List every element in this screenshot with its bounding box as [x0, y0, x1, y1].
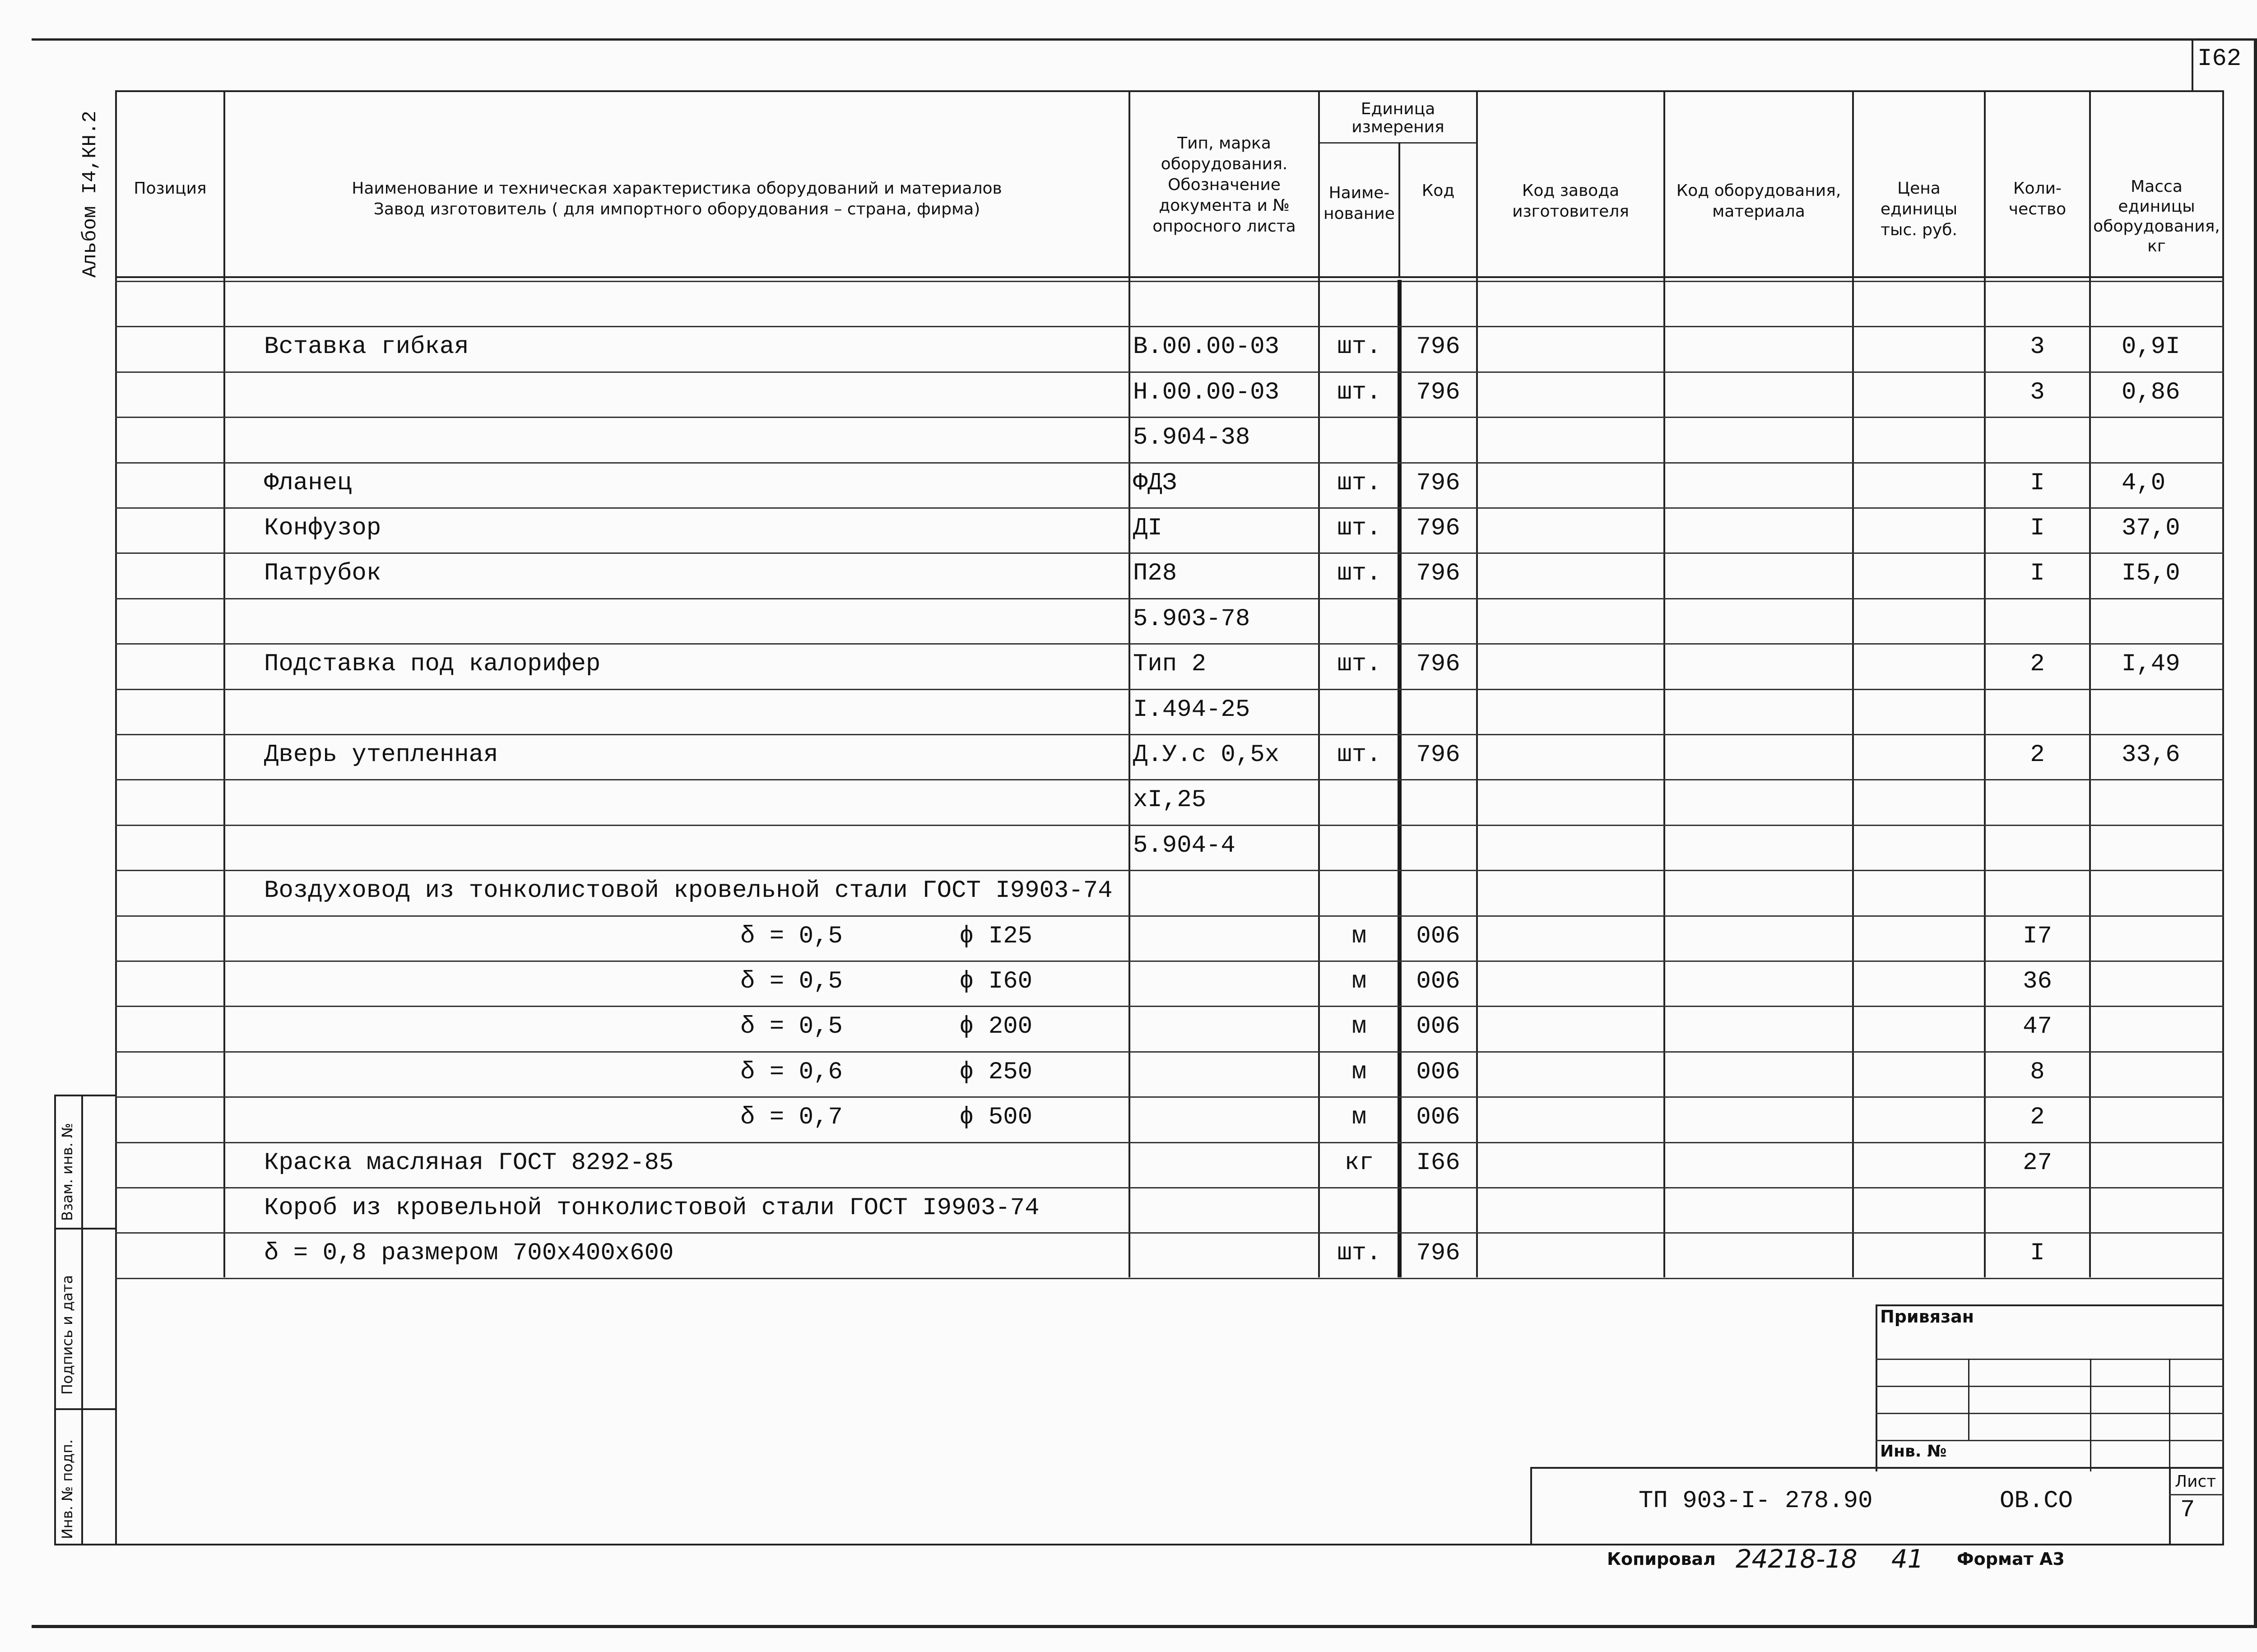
row-quantity: 47 — [2023, 1013, 2052, 1041]
col-line-5 — [1476, 90, 1478, 1277]
frame-bottom-line — [32, 1625, 2257, 1628]
row-separator — [115, 1096, 2224, 1098]
row-quantity: I — [2030, 515, 2045, 542]
col-line-7 — [1852, 90, 1854, 1277]
col-line-6 — [1663, 90, 1665, 1277]
stamp-col-1 — [1968, 1359, 1969, 1440]
row-separator — [115, 462, 2224, 464]
footer-copied-extra: 41 — [1891, 1545, 1924, 1574]
row-type-mark: П28 — [1133, 560, 1177, 588]
row-separator — [115, 326, 2224, 327]
row-name: Патрубок — [264, 560, 381, 588]
row-unit: м — [1351, 968, 1367, 995]
header-type-mark: Тип, марка оборудования. Обозначение документа и № опросного листа — [1152, 134, 1296, 236]
album-label: Альбом I4,КН.2 — [79, 111, 102, 278]
row-quantity: 3 — [2030, 333, 2045, 361]
side-stamp-div-2 — [54, 1408, 115, 1410]
header-qty: Коли- чество — [2008, 179, 2067, 218]
side-stamp-inv-label: Инв. № подп. — [59, 1439, 76, 1539]
row-type-mark: ФДЗ — [1133, 469, 1177, 497]
header-equip-code: Код оборудования, материала — [1676, 181, 1841, 221]
row-unit: шт. — [1337, 741, 1381, 769]
stamp-row-2 — [1876, 1386, 2224, 1387]
row-mass: 37,0 — [2122, 515, 2180, 542]
row-type-mark: I.494-25 — [1133, 696, 1250, 724]
inner-left-line — [115, 90, 117, 1545]
row-name: δ = 0,8 размером 700х400х600 — [264, 1239, 674, 1267]
row-unit: шт. — [1337, 560, 1381, 588]
row-thickness: δ = 0,5 — [740, 968, 843, 995]
row-unit: шт. — [1337, 378, 1381, 406]
footer-copied-value: 24218-18 — [1736, 1545, 1858, 1574]
unit-group-divider — [1318, 142, 1476, 144]
stamp-col-2 — [2090, 1359, 2091, 1471]
side-stamp-div-1 — [54, 1228, 115, 1230]
stamp-left-line — [1876, 1304, 1877, 1471]
col-line-3 — [1318, 90, 1320, 1277]
row-unit: м — [1351, 1058, 1367, 1086]
row-type-mark: В.00.00-03 — [1133, 333, 1280, 361]
row-unit-code: 796 — [1416, 333, 1460, 361]
stamp-doc-left-line — [1530, 1467, 1532, 1545]
row-quantity: 36 — [2023, 968, 2052, 995]
row-thickness: δ = 0,5 — [740, 1013, 843, 1041]
stamp-sheet-value: 7 — [2180, 1496, 2195, 1524]
row-separator — [115, 1006, 2224, 1007]
row-thickness: δ = 0,5 — [740, 922, 843, 950]
row-type-mark: Тип 2 — [1133, 650, 1207, 678]
row-separator — [115, 417, 2224, 418]
header-unit-name: Наиме- нование — [1324, 184, 1395, 223]
row-separator — [115, 1142, 2224, 1143]
header-unit-group: Единица измерения — [1351, 100, 1444, 136]
row-type-mark: хI,25 — [1133, 786, 1207, 814]
row-diameter: ϕ 200 — [959, 1013, 1033, 1041]
row-type-mark: 5.903-78 — [1133, 605, 1250, 633]
row-separator — [115, 961, 2224, 962]
row-quantity: 2 — [2030, 1104, 2045, 1132]
col-line-8 — [1984, 90, 1986, 1277]
row-type-mark: Д.У.с 0,5х — [1133, 741, 1280, 769]
row-mass: 0,9I — [2122, 333, 2180, 361]
row-mass: 4,0 — [2122, 469, 2166, 497]
row-name: Вставка гибкая — [264, 333, 469, 361]
row-thickness: δ = 0,7 — [740, 1104, 843, 1132]
row-name: Конфузор — [264, 515, 381, 542]
row-unit-code: 006 — [1416, 1058, 1460, 1086]
footer-format: Формат А3 — [1957, 1549, 2065, 1569]
row-quantity: 2 — [2030, 741, 2045, 769]
stamp-col-3 — [2169, 1359, 2170, 1471]
row-name: Дверь утепленная — [264, 741, 498, 769]
row-name: Короб из кровельной тонколистовой стали ГОСТ I9903-74 — [264, 1194, 1040, 1222]
row-name: Подставка под калорифер — [264, 650, 601, 678]
col-line-9 — [2089, 90, 2091, 1277]
header-maker-code: Код завода изготовителя — [1512, 181, 1629, 221]
header-bottom-line — [115, 276, 2224, 278]
stamp-doc-code: ТП 903-I- 278.90 — [1639, 1487, 1873, 1515]
stamp-doc-top-line — [1530, 1467, 2224, 1469]
row-unit-code: 796 — [1416, 1239, 1460, 1267]
col-line-4-header — [1398, 142, 1400, 276]
side-stamp-left — [54, 1095, 56, 1545]
row-name: Воздуховод из тонколистовой кровельной стали ГОСТ I9903-74 — [264, 877, 1113, 905]
row-separator — [115, 1232, 2224, 1234]
stamp-row-4 — [1876, 1440, 2224, 1441]
row-quantity: I7 — [2023, 922, 2052, 950]
row-quantity: I — [2030, 560, 2045, 588]
row-quantity: 3 — [2030, 378, 2045, 406]
row-diameter: ϕ I25 — [959, 922, 1033, 950]
row-unit: шт. — [1337, 1239, 1381, 1267]
stamp-bound-label: Привязан — [1880, 1307, 1974, 1327]
row-separator — [115, 915, 2224, 917]
row-separator — [115, 1187, 2224, 1188]
stamp-top-line — [1876, 1304, 2224, 1306]
side-stamp-sign-label: Подпись и дата — [59, 1275, 76, 1395]
sheet-number: I62 — [2197, 45, 2242, 73]
row-mass: 33,6 — [2122, 741, 2180, 769]
side-stamp-replace-label: Взам. инв. № — [59, 1123, 76, 1221]
row-unit-code: 796 — [1416, 469, 1460, 497]
row-unit-code: 796 — [1416, 741, 1460, 769]
row-unit-code: I66 — [1416, 1149, 1460, 1177]
row-unit: м — [1351, 922, 1367, 950]
row-separator — [115, 1051, 2224, 1053]
col-line-1 — [223, 90, 225, 1277]
row-name: Краска масляная ГОСТ 8292-85 — [264, 1149, 674, 1177]
row-unit: шт. — [1337, 469, 1381, 497]
row-quantity: I — [2030, 1239, 2045, 1267]
row-diameter: ϕ 250 — [959, 1058, 1033, 1086]
header-bottom-line-2 — [115, 281, 2224, 282]
side-stamp-top — [54, 1095, 115, 1096]
row-separator — [115, 507, 2224, 509]
stamp-row-3 — [1876, 1413, 2224, 1414]
row-unit-code: 796 — [1416, 650, 1460, 678]
row-unit-code: 006 — [1416, 922, 1460, 950]
row-diameter: ϕ I60 — [959, 968, 1033, 995]
stamp-row-1 — [1876, 1359, 2224, 1360]
row-unit-code: 006 — [1416, 1104, 1460, 1132]
row-unit-code: 796 — [1416, 515, 1460, 542]
row-separator — [115, 870, 2224, 871]
stamp-sheet-left-line — [2169, 1467, 2171, 1545]
row-unit: м — [1351, 1104, 1367, 1132]
sheet-number-box-left — [2192, 38, 2193, 90]
row-unit-code: 006 — [1416, 1013, 1460, 1041]
row-unit: кг — [1344, 1149, 1374, 1177]
row-quantity: 8 — [2030, 1058, 2045, 1086]
row-separator — [115, 779, 2224, 780]
stamp-sheet-div — [2169, 1494, 2224, 1495]
row-unit-code: 796 — [1416, 378, 1460, 406]
row-unit: шт. — [1337, 515, 1381, 542]
side-stamp-mid — [81, 1095, 83, 1545]
footer-copied-label: Копировал — [1607, 1549, 1716, 1569]
row-type-mark: 5.904-38 — [1133, 424, 1250, 452]
row-diameter: ϕ 500 — [959, 1104, 1033, 1132]
row-separator — [115, 689, 2224, 690]
stamp-section: ОВ.СО — [2000, 1487, 2073, 1515]
header-price: Цена единицы тыс. руб. — [1880, 179, 1958, 239]
row-unit-code: 006 — [1416, 968, 1460, 995]
row-name: Фланец — [264, 469, 352, 497]
row-quantity: 2 — [2030, 650, 2045, 678]
row-separator — [115, 371, 2224, 373]
row-unit: м — [1351, 1013, 1367, 1041]
row-mass: 0,86 — [2122, 378, 2180, 406]
row-unit: шт. — [1337, 333, 1381, 361]
header-mass: Масса единицы оборудования, кг — [2093, 177, 2220, 255]
row-unit: шт. — [1337, 650, 1381, 678]
row-type-mark: Н.00.00-03 — [1133, 378, 1280, 406]
col-line-2 — [1128, 90, 1130, 1277]
inner-top-line — [115, 90, 2224, 92]
frame-top-line — [32, 38, 2257, 41]
frame-right-line — [2254, 38, 2257, 1627]
row-separator — [115, 598, 2224, 599]
row-type-mark: 5.904-4 — [1133, 831, 1235, 859]
row-unit-code: 796 — [1416, 560, 1460, 588]
header-position: Позиция — [134, 179, 207, 198]
header-name: Наименование и техническая характеристика оборудований и материалов Завод изготовитель ( для импортного оборудования – страна, фирма) — [352, 179, 1002, 218]
row-separator — [115, 1278, 2224, 1279]
row-mass: I5,0 — [2122, 560, 2180, 588]
row-quantity: I — [2030, 469, 2045, 497]
row-separator — [115, 552, 2224, 554]
row-quantity: 27 — [2023, 1149, 2052, 1177]
row-mass: I,49 — [2122, 650, 2180, 678]
row-type-mark: ДI — [1133, 515, 1162, 542]
row-separator — [115, 734, 2224, 735]
header-unit-code: Код — [1421, 181, 1455, 200]
row-thickness: δ = 0,6 — [740, 1058, 843, 1086]
stamp-inv-label: Инв. № — [1880, 1442, 1947, 1461]
row-separator — [115, 825, 2224, 826]
inner-right-line — [2222, 90, 2224, 1545]
row-separator — [115, 643, 2224, 645]
stamp-sheet-label: Лист — [2175, 1472, 2216, 1491]
